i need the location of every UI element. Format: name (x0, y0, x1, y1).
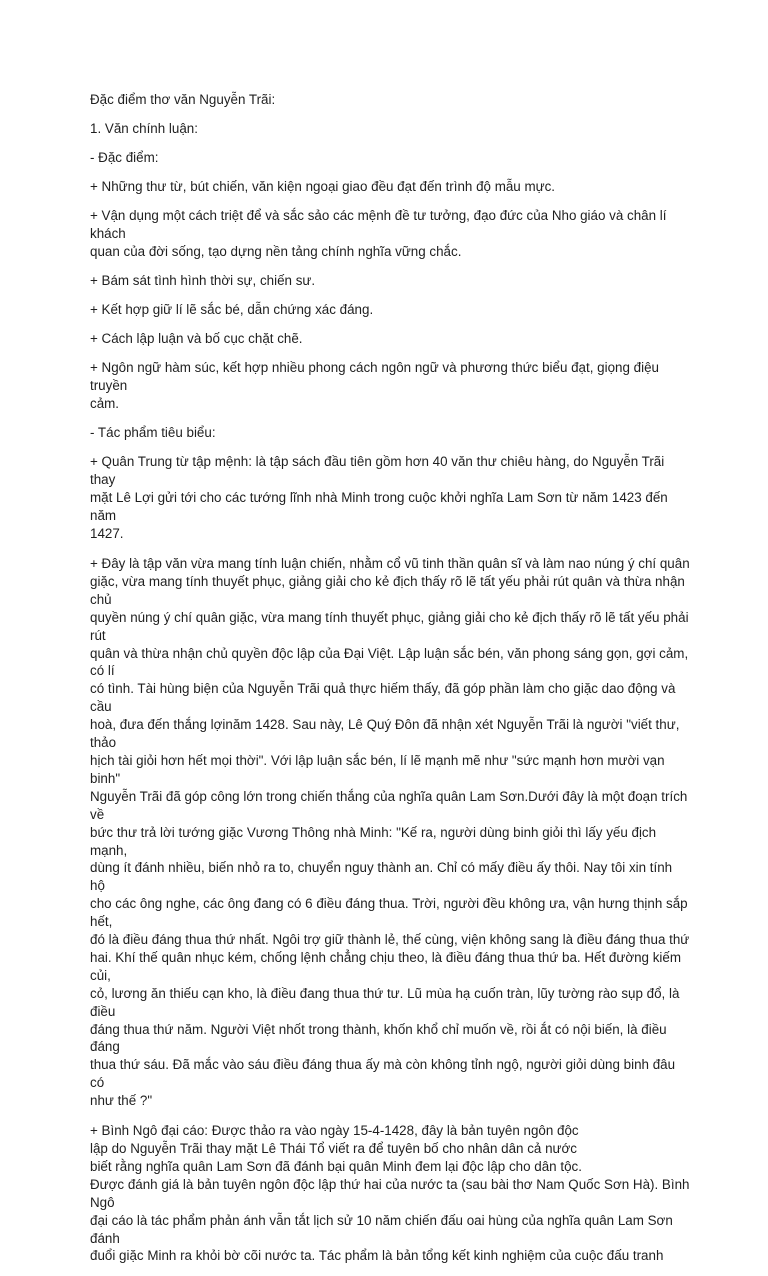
feature-item-4: + Kết hợp giữ lí lẽ sắc bé, dẫn chứng xác đáng. (90, 302, 374, 317)
document-body (90, 91, 690, 1276)
section-heading-political-prose: 1. Văn chính luận: (90, 121, 198, 136)
feature-item-6: + Ngôn ngữ hàm súc, kết hợp nhiều phong cách ngôn ngữ và phương thức biểu đạt, giọng điệu truyền cảm. (90, 360, 659, 411)
feature-item-3: + Bám sát tình hình thời sự, chiến sư. (90, 273, 316, 288)
document-title: Đặc điểm thơ văn Nguyễn Trãi: (90, 92, 276, 107)
works-heading: - Tác phẩm tiêu biểu: (90, 425, 216, 440)
work-item-binh-ngo-dai-cao: + Bình Ngô đại cáo: Được thảo ra vào ngày 15-4-1428, đây là bản tuyên ngôn độc lập do Nguyễn Trãi thay mặt Lê Thái Tổ viết ra để tuyên bố cho nhân dân cả nước biết rằng nghĩa quân Lam Sơn đã đánh bại quân Minh đem lại độc lập cho dân tộc. Được đánh giá là bản tuyên ngôn độc lập thứ hai của nước ta (sau bài thơ Nam Quốc Sơn Hà). Bình Ngô đại cáo là tác phẩm phản ánh vẫn tắt lịch sử 10 năm chiến đấu oai hùng của nghĩa quân Lam Sơn đánh đuổi giặc Minh ra khỏi bờ cõi nước ta. Tác phẩm là bản tổng kết kinh nghiệm của cuộc đấu tranh (90, 1123, 690, 1264)
work-item-quan-trung-detail: + Đây là tập văn vừa mang tính luận chiến, nhằm cổ vũ tinh thần quân sĩ và làm nao núng ý chí quân giặc, vừa mang tính thuyết phục, giảng giải cho kẻ địch thấy rõ lẽ tất yếu phải rút quân và thừa nhận chủ quyền núng ý chí quân giặc, vừa mang tính thuyết phục, giảng giải cho kẻ địch thấy rõ lẽ tất yếu phải rút quân và thừa nhận chủ quyền độc lập của Đại Việt. Lập luận sắc bén, văn phong sáng gọn, gợi cảm, có lí có tình. Tài hùng biện của Nguyễn Trãi quả thực hiếm thấy, đã góp phần làm cho giặc dao động và cầu hoà, đưa đến thắng lợinăm 1428. Sau này, Lê Quý Đôn đã nhận xét Nguyễn Trãi là người "viết thư, thảo hịch tài giỏi hơn hết mọi thời". Với lập luận sắc bén, lí lẽ mạnh mẽ như "sức mạnh hơn mười vạn binh" Nguyễn Trãi đã góp công lớn trong chiến thắng của nghĩa quân Lam Sơn.Dưới đây là một đoạn trích về bức thư trả lời tướng giặc Vương Thông nhà Minh: "Kế ra, người dùng binh giỏi thì lấy yếu địch mạnh, dùng ít đánh nhiều, biến nhỏ ra to, chuyển nguy thành an. Chỉ có mấy điều ấy thôi. Nay tôi xin tính hộ cho các ông nghe, các ông đang có 6 điều đáng thua. Trời, người đều không ưa, vận hưng thịnh sắp hết, đó là điều đáng thua thứ nhất. Ngôi trợ giữ thành lẻ, thế cùng, viện không sang là điều đáng thua thứ hai. Khí thế quân nhục kém, chống lệnh chẳng chịu theo, là điều đáng thua thứ ba. Hết đường kiếm củi, cỏ, lương ăn thiếu cạn kho, là điều đang thua thứ tư. Lũ mùa hạ cuốn tràn, lũy tường rào sụp đổ, là điều đáng thua thứ năm. Người Việt nhốt trong thành, khốn khổ chỉ muốn về, rồi ắt có nội biến, là điều đáng thua thứ sáu. Đã mắc vào sáu điều đáng thua ấy mà còn không tỉnh ngộ, người giỏi dùng binh đâu có như thế ?" (90, 556, 690, 1109)
feature-item-2: + Vận dụng một cách triệt để và sắc sảo các mệnh đề tư tưởng, đạo đức của Nho giáo và chân lí khách quan của đời sống, tạo dựng nền tảng chính nghĩa vững chắc. (90, 208, 667, 259)
work-item-quan-trung-tu-tap-menh: + Quân Trung từ tập mệnh: là tập sách đầu tiên gồm hơn 40 văn thư chiêu hàng, do Nguyễn Trãi thay mặt Lê Lợi gửi tới cho các tướng lĩnh nhà Minh trong cuộc khởi nghĩa Lam Sơn từ năm 1423 đến năm 1427. (90, 454, 668, 541)
features-heading: - Đặc điểm: (90, 150, 159, 165)
feature-item-5: + Cách lập luận và bố cục chặt chẽ. (90, 331, 303, 346)
feature-item-1: + Những thư từ, bút chiến, văn kiện ngoại giao đều đạt đến trình độ mẫu mực. (90, 179, 556, 194)
